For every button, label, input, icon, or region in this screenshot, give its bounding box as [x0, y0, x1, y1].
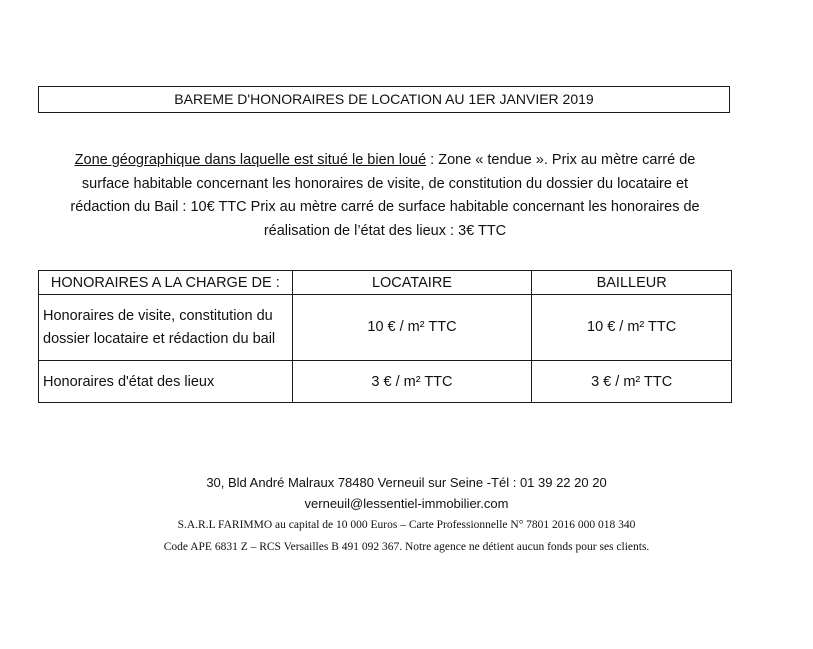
- legal-ape: Code APE 6831 Z – RCS Versailles B 491 092 367. Notre agence ne détient aucun fonds pour ses clients.: [163, 541, 650, 553]
- zone-line-3: rédaction du Bail : 10€ TTC Prix au mètre carré de surface habitable concernant les honoraires de: [70, 199, 700, 215]
- zone-line-1-rest: : Zone « tendue ». Prix au mètre carré de: [426, 152, 696, 168]
- legal-sarl: S.A.R.L FARIMMO au capital de 10 000 Euros – Carte Professionnelle N° 7801 2016 000 018 340: [177, 519, 636, 531]
- zone-line-1: [40, 149, 730, 173]
- zone-line-2: surface habitable concernant les honoraires de visite, de constitution du dossier du locataire et: [81, 175, 689, 192]
- bailleur-fee: 10 € / m² TTC: [532, 295, 732, 361]
- zone-heading: Zone géographique dans laquelle est situé le bien loué: [74, 152, 427, 168]
- table-row: [39, 295, 732, 361]
- zone-line-4: réalisation de l’état des lieux : 3€ TTC: [263, 222, 507, 239]
- row-label: Honoraires d'état des lieux: [39, 361, 293, 403]
- table-row: [39, 361, 732, 403]
- header-charge: HONORAIRES A LA CHARGE DE :: [39, 271, 293, 295]
- header-locataire: LOCATAIRE: [292, 271, 532, 295]
- zone-description: [40, 149, 730, 243]
- header-bailleur: BAILLEUR: [532, 271, 732, 295]
- bailleur-fee: 3 € / m² TTC: [532, 361, 732, 403]
- row-label: [39, 295, 293, 361]
- row-label-line-2: dossier locataire et rédaction du bail: [43, 330, 276, 347]
- agency-email: verneuil@lessentiel-immobilier.com: [304, 496, 509, 511]
- locataire-fee: 3 € / m² TTC: [292, 361, 532, 403]
- row-label-line-1: Honoraires de visite, constitution du: [43, 307, 273, 324]
- fees-table: [38, 270, 732, 403]
- agency-address: 30, Bld André Malraux 78480 Verneuil sur Seine -Tél : 01 39 22 20 20: [206, 475, 607, 490]
- document-title: BAREME D'HONORAIRES DE LOCATION AU 1ER JANVIER 2019: [38, 86, 730, 113]
- table-header-row: [39, 271, 732, 295]
- locataire-fee: 10 € / m² TTC: [292, 295, 532, 361]
